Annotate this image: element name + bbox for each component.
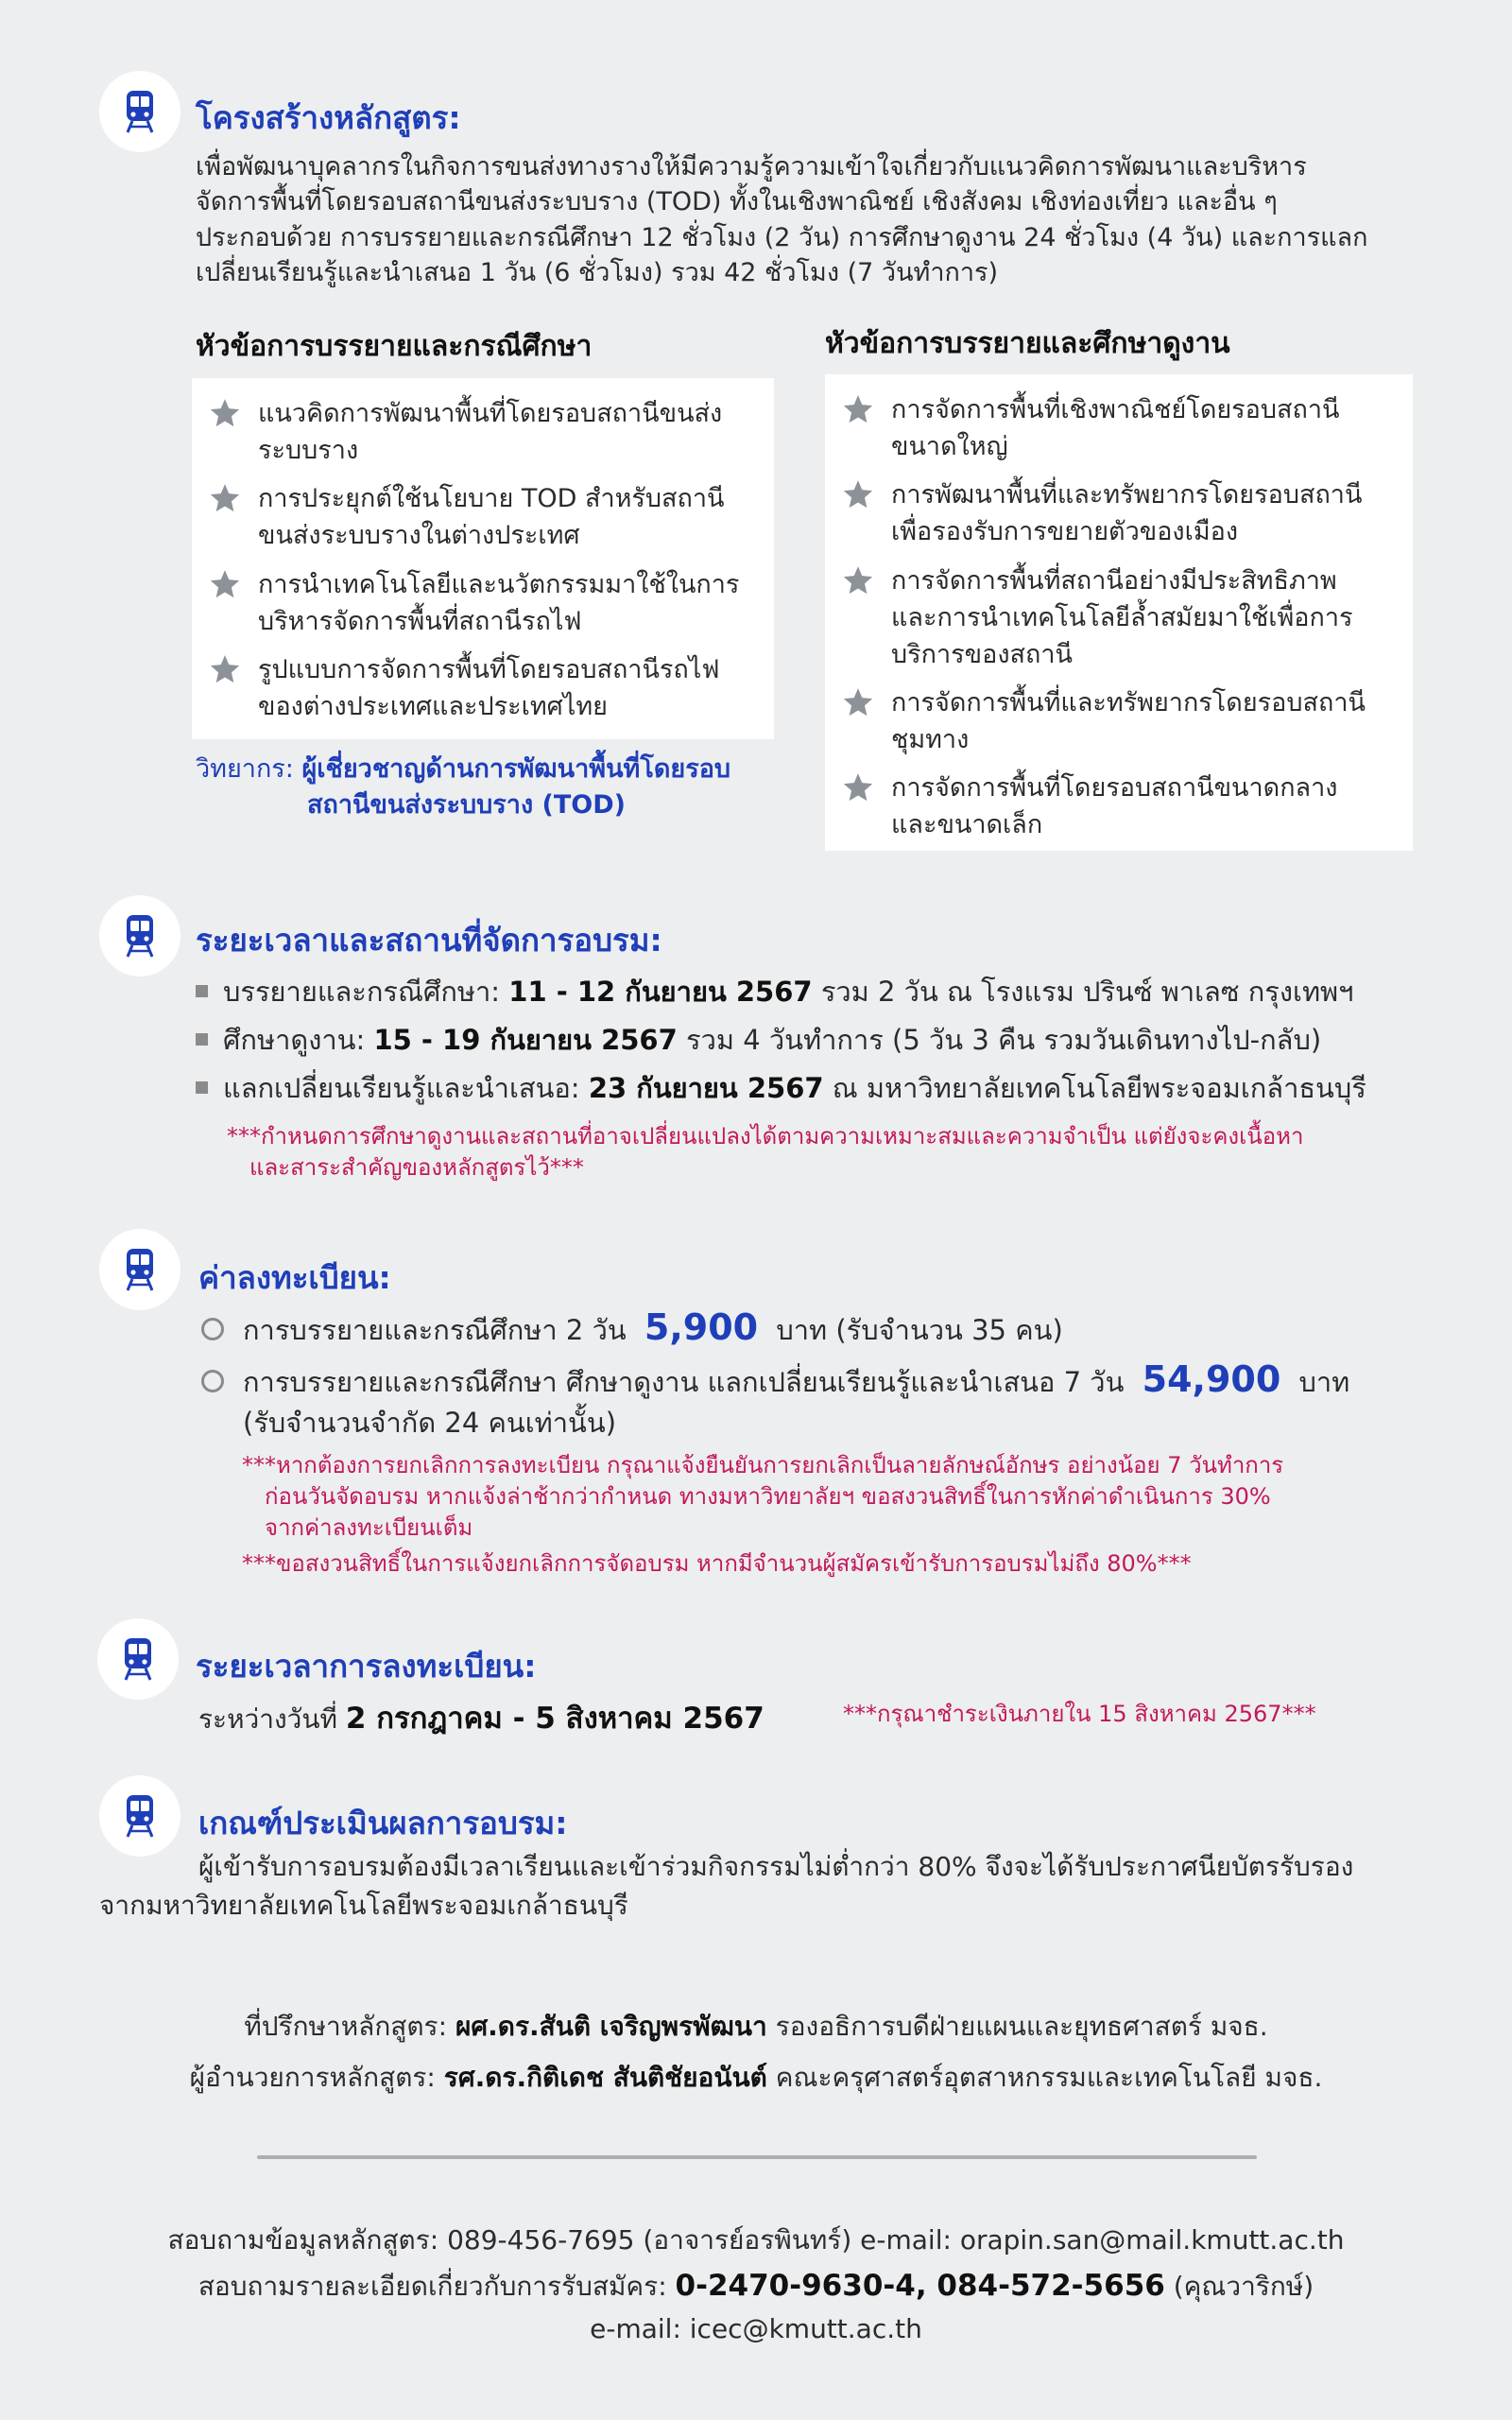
item-line: การพัฒนาพื้นที่และทรัพยากรโดยรอบสถานี — [891, 480, 1363, 510]
fee-cancel-note: ***หากต้องการยกเลิกการลงทะเบียน กรุณาแจ้งยืนยันการยกเลิกเป็นลายลักษณ์อักษร อย่างน้อย 7 วันทำการ ก่อนวันจัดอบรม หากแจ้งล่าช้ากว่ากำหนด ทางมหาวิทยาลัยฯ ขอสงวนสิทธิ์ในการหักค่าดำเนินการ 30% จากค่าลงทะเบียนเต็ม — [242, 1452, 1284, 1542]
list-item — [842, 684, 1396, 758]
fee-reserve-note: ***ขอสงวนสิทธิ์ในการแจ้งยกเลิกการจัดอบรม หากมีจำนวนผู้สมัครเข้ารับการอบรมไม่ถึง 80%*** — [242, 1550, 1192, 1577]
right-column-heading: หัวข้อการบรรยายและศึกษาดูงาน — [825, 327, 1230, 360]
item-line: การจัดการพื้นที่สถานีอย่างมีประสิทธิภาพ — [891, 565, 1337, 596]
square-bullet-icon — [196, 985, 208, 997]
item-line: การประยุกต์ใช้นโยบาย TOD สำหรับสถานี — [258, 484, 725, 514]
list-item — [209, 651, 757, 725]
schedule-lecture: บรรยายและกรณีศึกษา: 11 - 12 กันยายน 2567 รวม 2 วัน ณ โรงแรม ปรินซ์ พาเลซ กรุงเทพฯ — [196, 970, 1353, 1013]
star-icon — [209, 651, 258, 689]
director-name: รศ.ดร.กิติเดช สันติชัยอนันต์ — [443, 2062, 767, 2093]
item-line: การนำเทคโนโลยีและนวัตกรรมมาใช้ในการ — [258, 569, 740, 599]
schedule-date: 11 - 12 กันยายน 2567 — [508, 976, 813, 1008]
payment-note: ***กรุณาชำระเงินภายใน 15 สิงหาคม 2567*** — [843, 1701, 1316, 1727]
item-line: การจัดการพื้นที่โดยรอบสถานีขนาดกลาง — [891, 773, 1338, 804]
list-item — [842, 476, 1396, 550]
schedule-date: 23 กันยายน 2567 — [588, 1072, 824, 1104]
intro-line: จัดการพื้นที่โดยรอบสถานีขนส่งระบบราง (TOD) ทั้งในเชิงพาณิชย์ เชิงสังคม เชิงท่องเที่ยว และอื่น ๆ — [196, 187, 1278, 217]
item-line: ขนาดใหญ่ — [891, 432, 1008, 462]
schedule-study-visit: ศึกษาดูงาน: 15 - 19 กันยายน 2567 รวม 4 วันทำการ (5 วัน 3 คืน รวมวันเดินทางไป-กลับ) — [196, 1018, 1321, 1062]
schedule-note: ***กำหนดการศึกษาดูงานและสถานที่อาจเปลี่ยนแปลงได้ตามความเหมาะสมและความจำเป็น แต่ยังจะคงเนื้อหา และสาระสำคัญของหลักสูตรไว้*** — [227, 1123, 1304, 1182]
section-title-schedule: ระยะเวลาและสถานที่จัดการอบรม: — [196, 922, 662, 959]
fee-option-full: การบรรยายและกรณีศึกษา ศึกษาดูงาน แลกเปลี่ยนเรียนรู้และนำเสนอ 7 วัน 54,900 บาท — [201, 1358, 1349, 1404]
study-visit-topics-card — [825, 374, 1413, 851]
item-line: บริการของสถานี — [891, 639, 1073, 669]
item-line: และการนำเทคโนโลยีล้ำสมัยมาใช้เพื่อการ — [891, 602, 1353, 632]
star-icon — [842, 391, 891, 429]
speaker-name-line1: ผู้เชี่ยวชาญด้านการพัฒนาพื้นที่โดยรอบ — [301, 754, 731, 784]
star-icon — [842, 684, 891, 722]
structure-intro — [196, 149, 1367, 290]
train-icon — [97, 1618, 179, 1700]
price: 5,900 — [644, 1306, 759, 1348]
intro-line: เปลี่ยนเรียนรู้และนำเสนอ 1 วัน (6 ชั่วโมง) รวม 42 ชั่วโมง (7 วันทำการ) — [196, 257, 999, 287]
contact-course: สอบถามข้อมูลหลักสูตร: 089-456-7695 (อาจารย์อรพินทร์) e-mail: orapin.san@mail.kmutt.ac.th — [167, 2224, 1345, 2256]
list-item — [209, 566, 757, 640]
train-icon — [99, 895, 180, 977]
item-line: ขนส่งระบบรางในต่างประเทศ — [258, 521, 580, 551]
intro-line: ประกอบด้วย การบรรยายและกรณีศึกษา 12 ชั่วโมง (2 วัน) การศึกษาดูงาน 24 ชั่วโมง (4 วัน) และการแลก — [196, 222, 1368, 252]
star-icon — [209, 395, 258, 433]
director-line: ผู้อำนวยการหลักสูตร: รศ.ดร.กิติเดช สันติชัยอนันต์ คณะครุศาสตร์อุตสาหกรรมและเทคโนโลยี มจธ. — [189, 2062, 1323, 2093]
train-icon — [99, 1775, 180, 1857]
star-icon — [842, 476, 891, 514]
item-line: บริหารจัดการพื้นที่สถานีรถไฟ — [258, 606, 582, 636]
star-icon — [842, 562, 891, 600]
item-line: การจัดการพื้นที่และทรัพยากรโดยรอบสถานี — [891, 687, 1366, 717]
list-item — [842, 391, 1396, 465]
intro-line: เพื่อพัฒนาบุคลากรในกิจการขนส่งทางรางให้มีความรู้ความเข้าใจเกี่ยวกับแนวคิดการพัฒนาและบริหาร — [196, 152, 1307, 182]
lecture-topics-card — [192, 378, 774, 739]
section-title-structure: โครงสร้างหลักสูตร: — [196, 99, 461, 136]
speaker — [196, 752, 730, 824]
item-line: ระบบราง — [258, 436, 359, 466]
registration-period: ระหว่างวันที่ 2 กรกฎาคม - 5 สิงหาคม 2567 — [198, 1702, 765, 1736]
contact-phones: 0-2470-9630-4, 084-572-5656 — [675, 2269, 1165, 2303]
schedule-date: 15 - 19 กันยายน 2567 — [373, 1024, 678, 1056]
fee-option-lecture: การบรรยายและกรณีศึกษา 2 วัน 5,900 บาท (รับจำนวน 35 คน) — [201, 1306, 1063, 1352]
list-item — [842, 562, 1396, 673]
left-column-heading: หัวข้อการบรรยายและกรณีศึกษา — [196, 330, 593, 363]
item-line: แนวคิดการพัฒนาพื้นที่โดยรอบสถานีขนส่ง — [258, 399, 723, 428]
section-title-evaluation: เกณฑ์ประเมินผลการอบรม: — [198, 1805, 568, 1841]
item-line: การจัดการพื้นที่เชิงพาณิชย์โดยรอบสถานี — [891, 395, 1340, 424]
speaker-label: วิทยากร: — [196, 754, 294, 784]
section-title-registration: ระยะเวลาการลงทะเบียน: — [196, 1648, 537, 1685]
divider — [257, 2155, 1257, 2159]
price: 54,900 — [1142, 1358, 1281, 1400]
contact-registration: สอบถามรายละเอียดเกี่ยวกับการรับสมัคร: 0-2470-9630-4, 084-572-5656 (คุณวาริกษ์) — [198, 2269, 1314, 2303]
item-line: ชุมทาง — [891, 725, 970, 755]
advisor-line: ที่ปรึกษาหลักสูตร: ผศ.ดร.สันติ เจริญพรพัฒนา รองอธิการบดีฝ่ายแผนและยุทธศาสตร์ มจธ. — [244, 2011, 1268, 2042]
item-line: รูปแบบการจัดการพื้นที่โดยรอบสถานีรถไฟ — [258, 654, 720, 684]
square-bullet-icon — [196, 1033, 208, 1046]
contact-email: e-mail: icec@kmutt.ac.th — [590, 2313, 922, 2344]
star-icon — [209, 480, 258, 518]
list-item — [209, 480, 757, 554]
circle-bullet-icon — [201, 1318, 224, 1340]
item-line: เพื่อรองรับการขยายตัวของเมือง — [891, 517, 1239, 547]
schedule-exchange: แลกเปลี่ยนเรียนรู้และนำเสนอ: 23 กันยายน 2567 ณ มหาวิทยาลัยเทคโนโลยีพระจอมเกล้าธนบุรี — [196, 1066, 1366, 1110]
train-icon — [99, 71, 180, 152]
advisor-name: ผศ.ดร.สันติ เจริญพรพัฒนา — [455, 2011, 767, 2042]
circle-bullet-icon — [201, 1370, 224, 1392]
item-line: ของต่างประเทศและประเทศไทย — [258, 691, 608, 721]
star-icon — [842, 769, 891, 807]
list-item — [842, 769, 1396, 843]
evaluation-text: ผู้เข้ารับการอบรมต้องมีเวลาเรียนและเข้าร่วมกิจกรรมไม่ต่ำกว่า 80% จึงจะได้รับประกาศนียบัตรรับรอง จากมหาวิทยาลัยเทคโนโลยีพระจอมเกล้าธนบุรี — [99, 1851, 1354, 1921]
registration-dates: 2 กรกฎาคม - 5 สิงหาคม 2567 — [345, 1702, 765, 1736]
section-title-fee: ค่าลงทะเบียน: — [198, 1259, 391, 1296]
list-item — [209, 395, 757, 469]
star-icon — [209, 566, 258, 604]
fee-option-full-capacity: (รับจำนวนจำกัด 24 คนเท่านั้น) — [243, 1407, 617, 1439]
speaker-name-line2: สถานีขนส่งระบบราง (TOD) — [307, 790, 627, 821]
item-line: และขนาดเล็ก — [891, 810, 1043, 840]
square-bullet-icon — [196, 1081, 208, 1094]
train-icon — [99, 1229, 180, 1310]
